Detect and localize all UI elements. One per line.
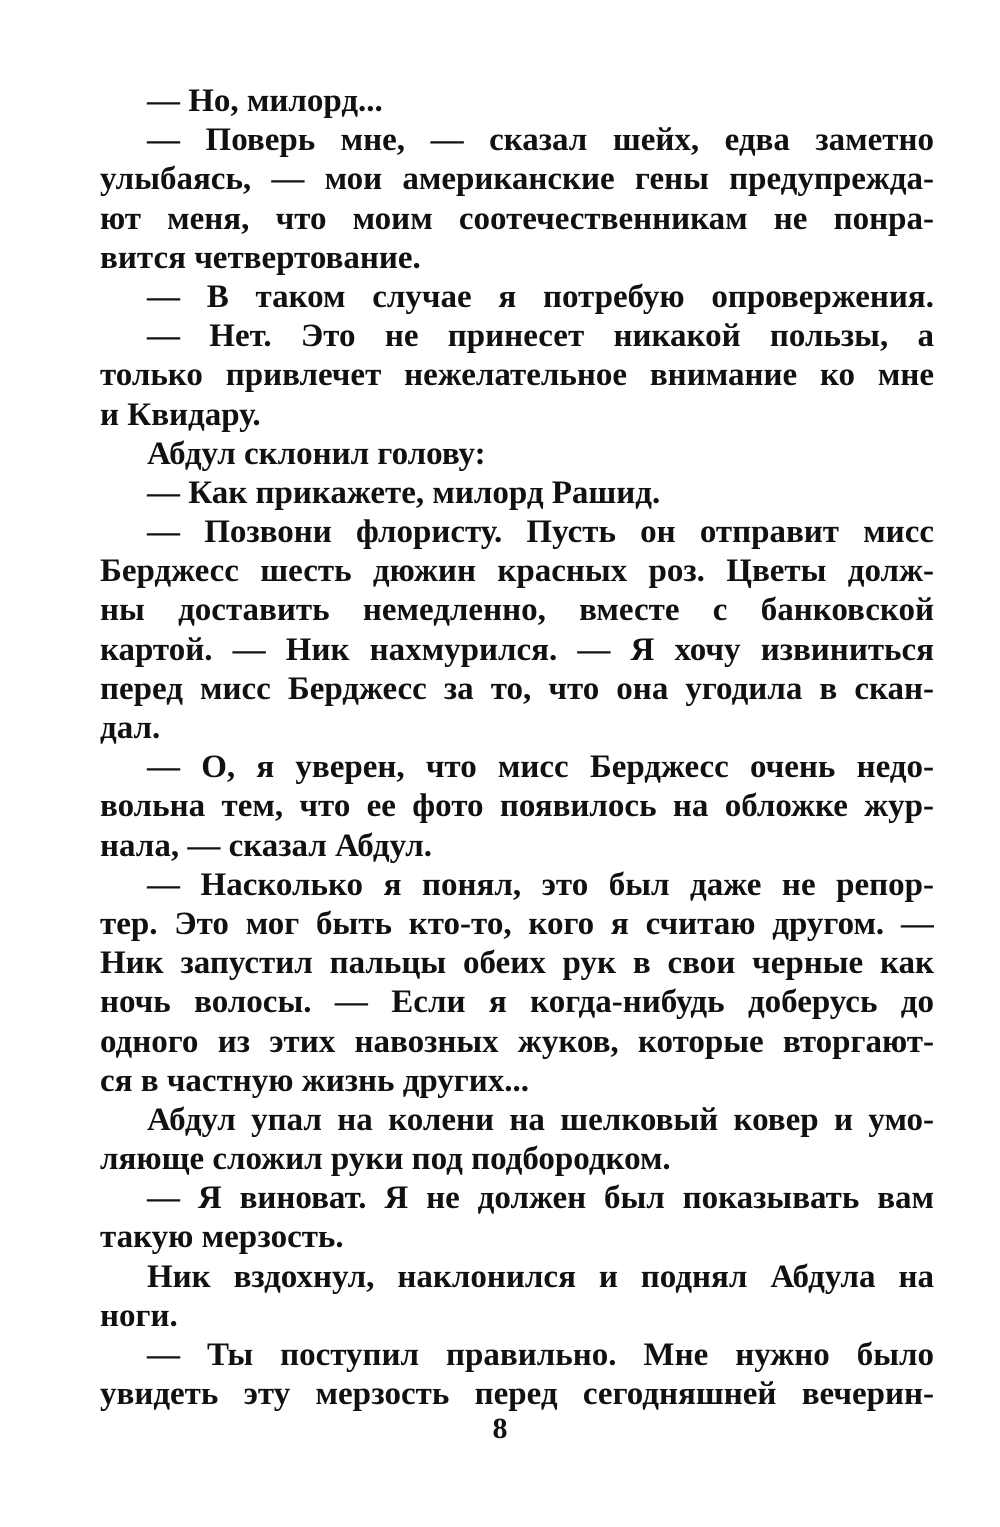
text-line: ляюще сложил руки под подбородком. [100, 1141, 671, 1178]
text-line: — Ты поступил правильно. Мне нужно было [147, 1337, 934, 1373]
text-line: улыбаясь, — мои американские гены предупрежда- [100, 161, 934, 198]
text-line: ны доставить немедленно, вместе с банковской [100, 592, 934, 629]
text-line: Абдул упал на колени на шелковый ковер и умо- [147, 1101, 934, 1138]
text-line: вольна тем, что ее фото появилось на обложке жур- [100, 788, 934, 825]
text-line: Ник запустил пальцы обеих рук в свои черные как [100, 945, 934, 982]
text-line: ют меня, что моим соотечественникам не понра- [100, 200, 934, 237]
text-line: картой. — Ник нахмурился. — Я хочу извиниться [100, 631, 934, 668]
text-line: увидеть эту мерзость перед сегодняшней вечерин- [100, 1376, 934, 1413]
text-line: — В таком случае я потребую опровержения. [147, 278, 934, 315]
text-line: — Я виноват. Я не должен был показывать вам [147, 1180, 934, 1217]
text-line: такую мерзость. [100, 1219, 344, 1256]
text-line: Берджесс шесть дюжин красных роз. Цветы долж- [100, 553, 934, 590]
text-line: нала, — сказал Абдул. [100, 827, 433, 864]
text-line: — О, я уверен, что мисс Берджесс очень недо- [147, 749, 934, 786]
text-line: ся в частную жизнь других... [100, 1062, 530, 1099]
text-line: — Но, милорд... [147, 83, 383, 119]
text-line: перед мисс Берджесс за то, что она угодила в скан- [100, 670, 934, 707]
text-line: — Как прикажете, милорд Рашид. [147, 474, 661, 511]
text-line: — Поверь мне, — сказал шейх, едва заметно [147, 122, 934, 159]
text-line: — Позвони флористу. Пусть он отправит мисс [147, 514, 934, 551]
text-line: ночь волосы. — Если я когда-нибудь доберусь до [100, 984, 934, 1021]
text-line: тер. Это мог быть кто-то, кого я считаю другом. — [100, 905, 934, 942]
text-line: вится четвертование. [100, 239, 421, 276]
text-line: только привлечет нежелательное внимание ко мне [100, 357, 934, 394]
page-text [100, 82, 934, 1414]
text-line: одного из этих навозных жуков, которые вторгают- [100, 1023, 934, 1060]
text-line: — Нет. Это не принесет никакой пользы, а [147, 318, 934, 355]
text-line: дал. [100, 710, 161, 746]
page-number: 8 [492, 1412, 508, 1445]
text-line: и Квидару. [100, 396, 261, 433]
text-line: — Насколько я понял, это был даже не репор- [147, 866, 934, 903]
text-line: ноги. [100, 1297, 178, 1334]
text-line: Абдул склонил голову: [147, 435, 486, 472]
text-line: Ник вздохнул, наклонился и поднял Абдула на [147, 1258, 934, 1295]
